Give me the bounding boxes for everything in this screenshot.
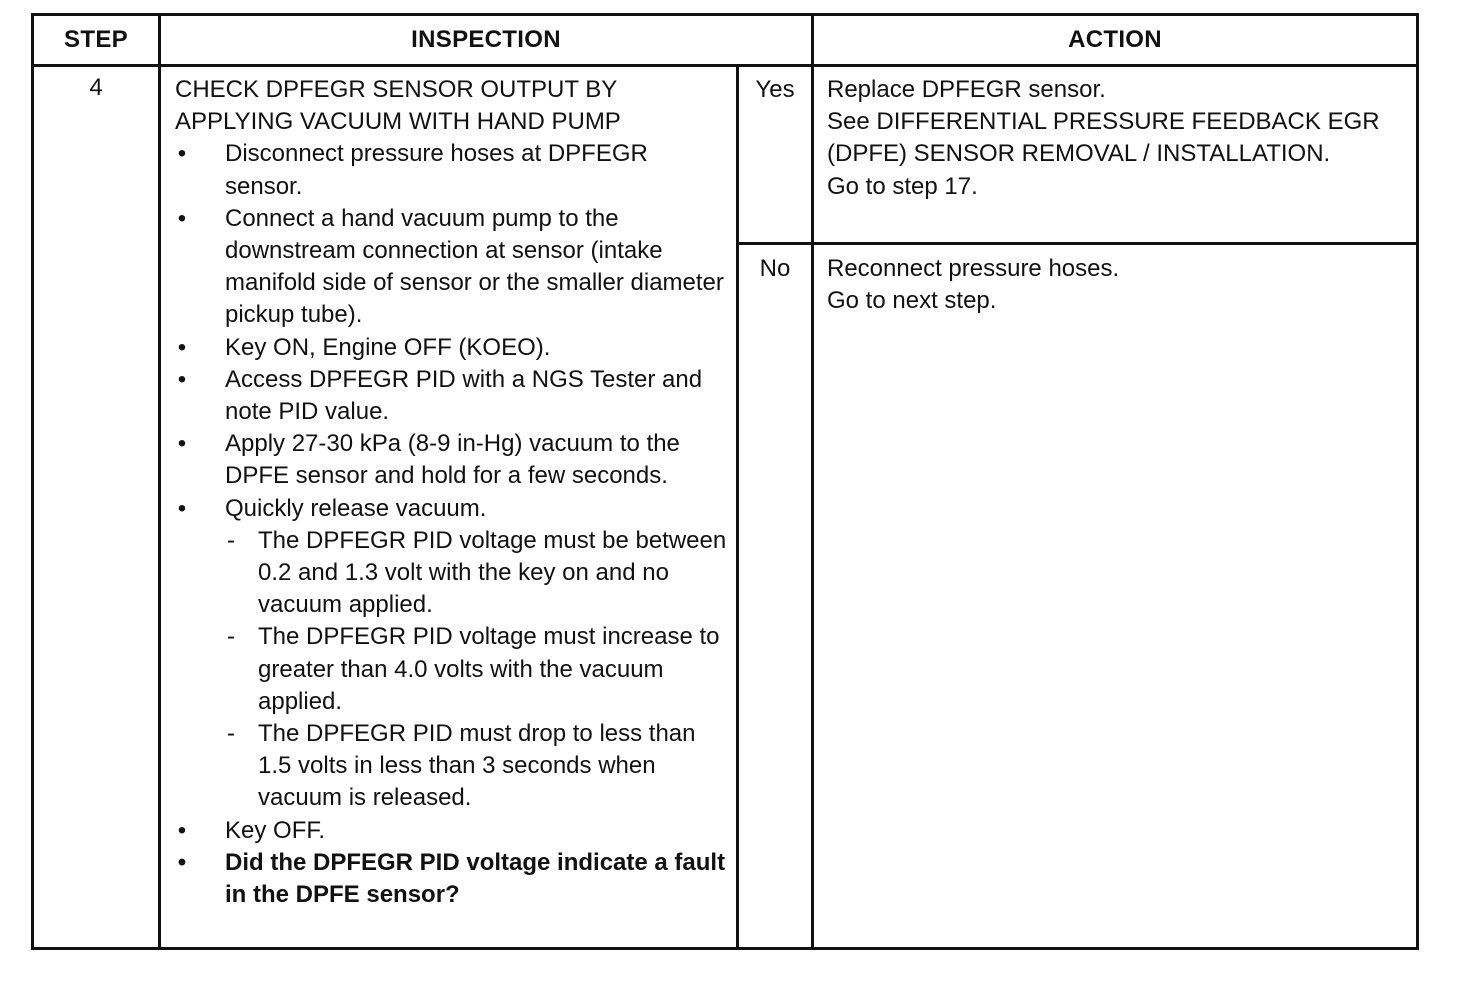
header-rule (34, 64, 1416, 67)
yes-label: Yes (755, 76, 795, 103)
no-action (827, 253, 1411, 317)
divider-inspection-yesno (736, 66, 739, 947)
header-action: ACTION (1068, 26, 1162, 53)
yes-action (827, 74, 1411, 203)
bullet-item: • Apply 27-30 kPa (8-9 in-Hg) vacuum to the DPFE sensor and hold for a few seconds. (175, 428, 731, 492)
action-line: Go to step 17. (827, 172, 978, 200)
bullet-item: • Disconnect pressure hoses at DPFEGR sensor. (175, 138, 731, 202)
header-step: STEP (64, 26, 128, 53)
inspection-question: • Did the DPFEGR PID voltage indicate a fault in the DPFE sensor? (175, 847, 731, 911)
inspection-bullets (175, 138, 731, 524)
action-line: Go to next step. (827, 287, 997, 315)
bullet-item: • Key OFF. (175, 815, 731, 847)
yes-no-rule (736, 242, 1416, 245)
action-line: Replace DPFEGR sensor. (827, 76, 1106, 103)
sub-item: - The DPFEGR PID must drop to less than 1.5 volts in less than 3 seconds when vacuum is released. (225, 718, 731, 815)
sub-item: - The DPFEGR PID voltage must increase to greater than 4.0 volts with the vacuum applied. (225, 621, 731, 718)
step-number: 4 (89, 74, 103, 101)
inspection-content (175, 74, 731, 911)
divider-yesno-action (811, 16, 814, 947)
sub-item: - The DPFEGR PID voltage must be between 0.2 and 1.3 volt with the key on and no vacuum applied. (225, 525, 731, 622)
no-label: No (759, 255, 791, 282)
divider-step-inspection (158, 16, 161, 947)
inspection-final-bullets (175, 815, 731, 912)
bullet-item: • Quickly release vacuum. (175, 493, 731, 525)
action-line: Reconnect pressure hoses. (827, 255, 1120, 282)
diagnostic-table (31, 13, 1419, 950)
header-inspection: INSPECTION (411, 26, 561, 53)
inspection-title: CHECK DPFEGR SENSOR OUTPUT BY APPLYING VACUUM WITH HAND PUMP (175, 76, 621, 136)
bullet-item: • Connect a hand vacuum pump to the downstream connection at sensor (intake manifold side of sensor or the smaller diameter pickup tube). (175, 203, 731, 332)
action-line: See DIFFERENTIAL PRESSURE FEEDBACK EGR (DPFE) SENSOR REMOVAL / INSTALLATION. (827, 108, 1380, 168)
bullet-item: • Access DPFEGR PID with a NGS Tester and note PID value. (175, 364, 731, 428)
bullet-item: • Key ON, Engine OFF (KOEO). (175, 332, 731, 364)
inspection-sub-items (225, 525, 731, 815)
